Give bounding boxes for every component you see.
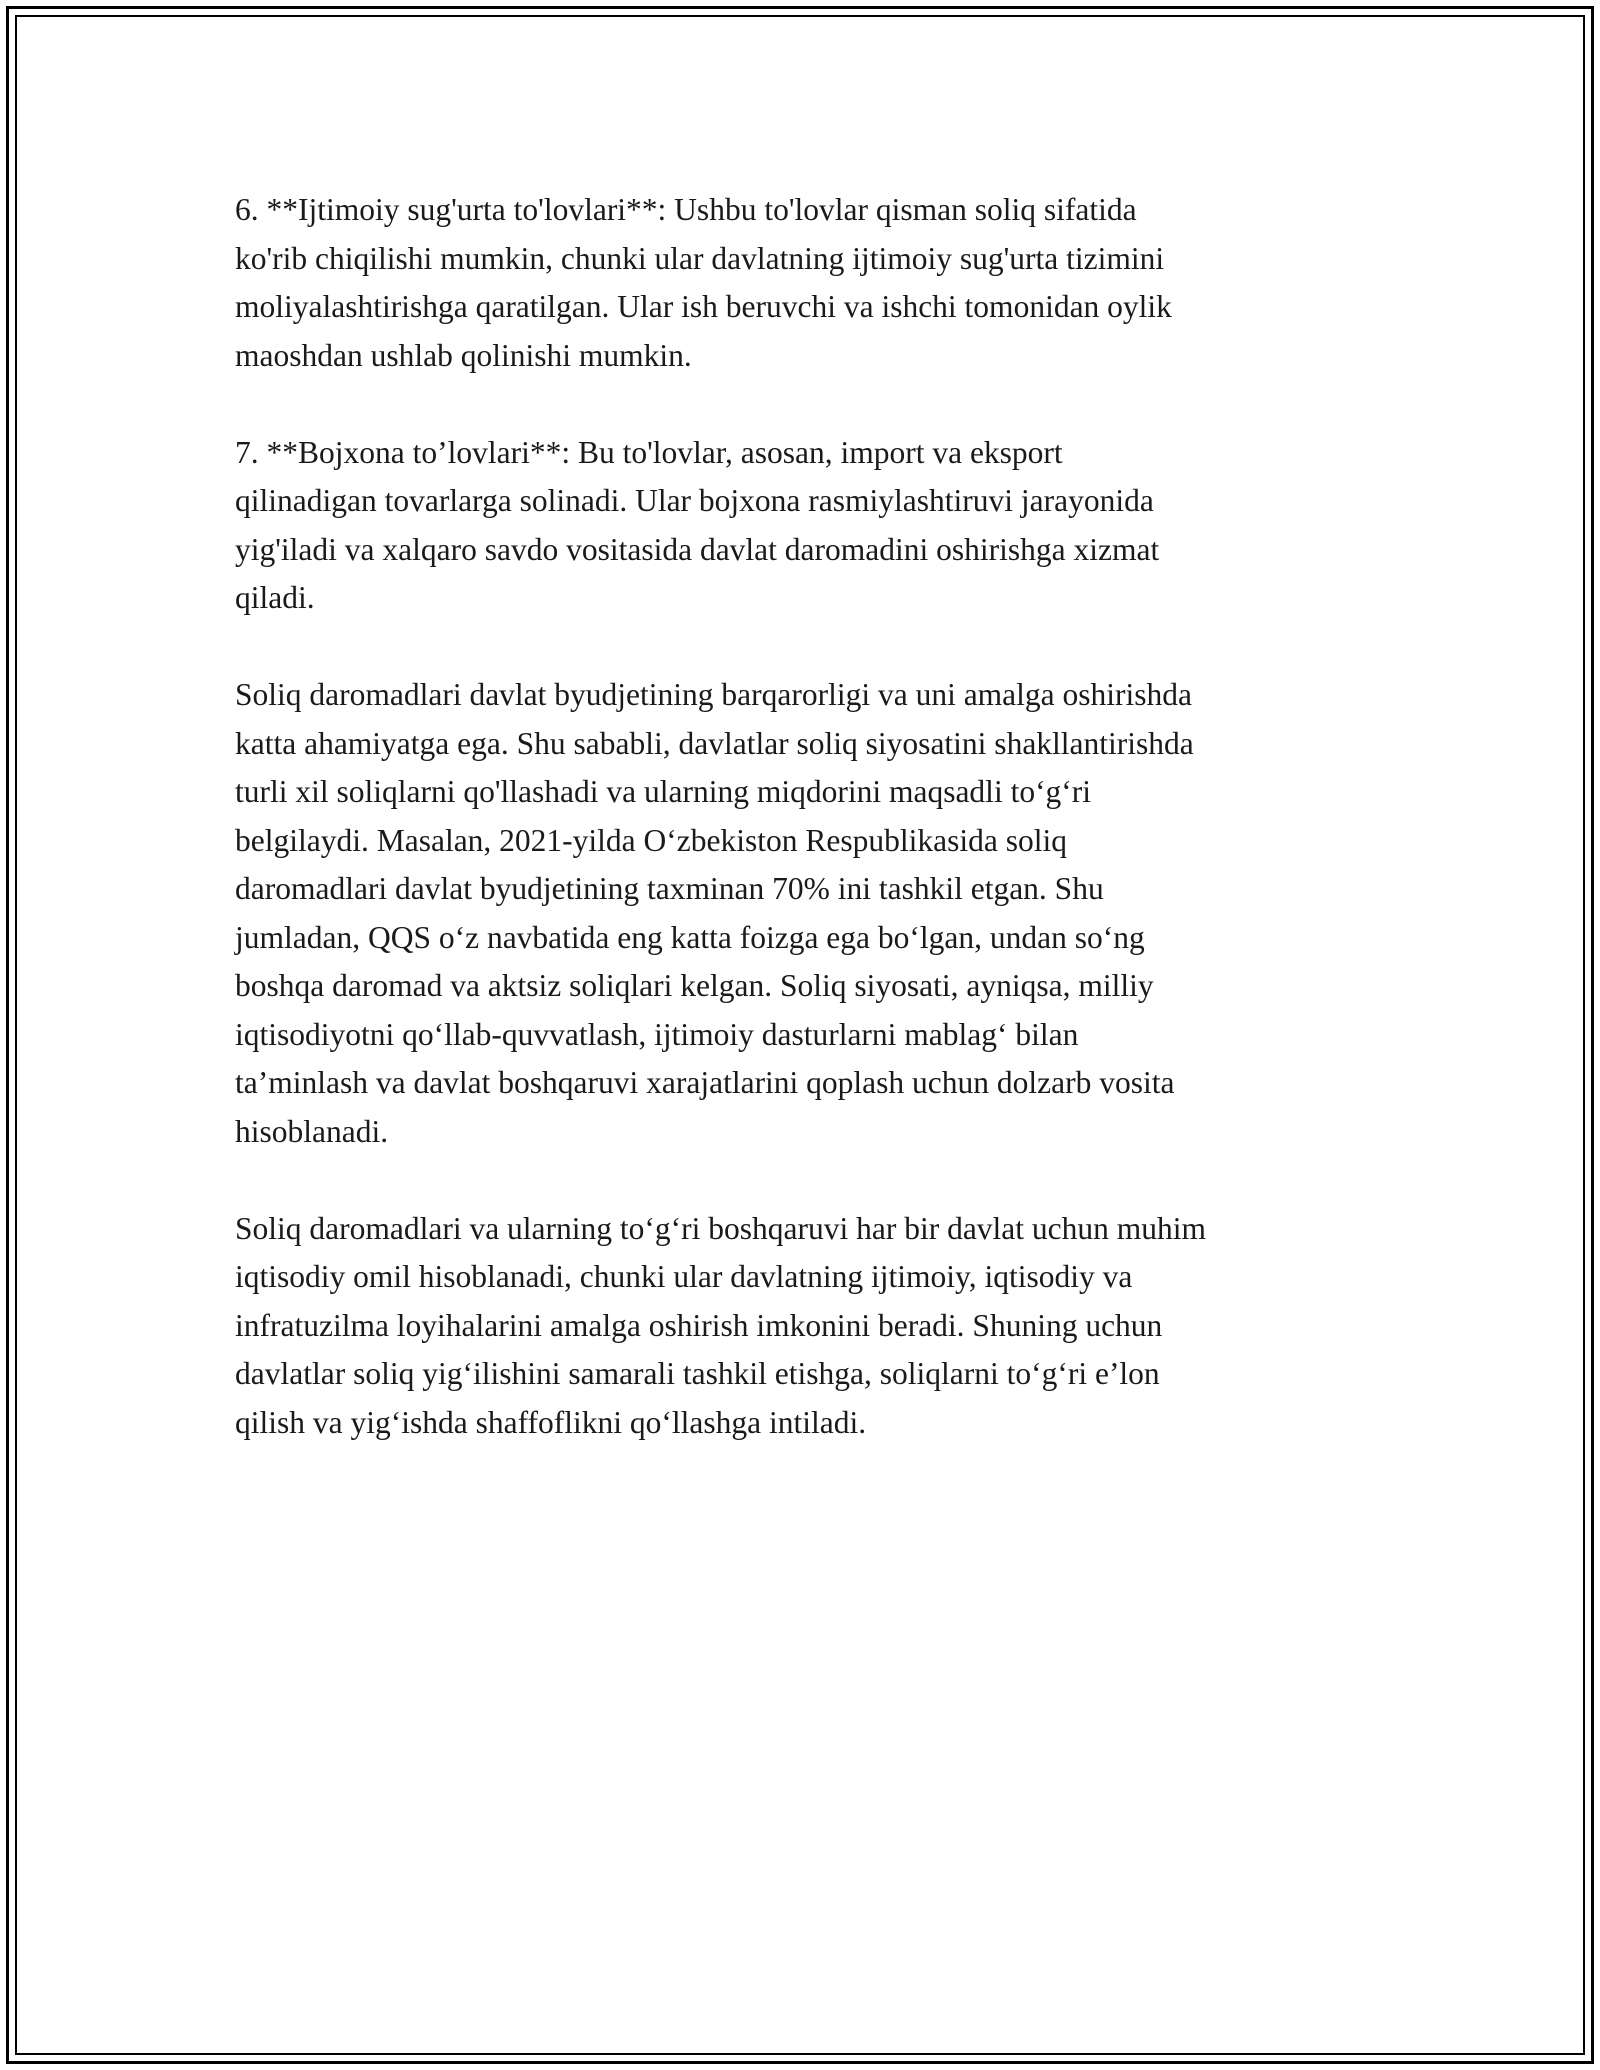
text-line: jumladan, QQS o‘z navbatida eng katta foizga ega bo‘lgan, undan so‘ng <box>235 919 1145 955</box>
text-line: boshqa daromad va aktsiz soliqlari kelgan. Soliq siyosati, ayniqsa, milliy <box>235 968 1154 1003</box>
text-line: iqtisodiyotni qo‘llab-quvvatlash, ijtimoiy dasturlarni mablag‘ bilan <box>235 1016 1079 1052</box>
paragraph-customs-payments <box>235 429 1385 623</box>
text-line: ko'rib chiqilishi mumkin, chunki ular davlatning ijtimoiy sug'urta tizimini <box>235 240 1165 276</box>
text-line: iqtisodiy omil hisoblanadi, chunki ular davlatning ijtimoiy, iqtisodiy va <box>235 1259 1133 1294</box>
text-line: qilish va yig‘ishda shaffoflikni qo‘llashga intiladi. <box>235 1404 867 1440</box>
document-body <box>235 186 1385 1496</box>
text-line: infratuzilma loyihalarini amalga oshirish imkonini beradi. Shuning uchun <box>235 1307 1163 1343</box>
text-line: moliyalashtirishga qaratilgan. Ular ish beruvchi va ishchi tomonidan oylik <box>235 289 1172 324</box>
text-line: Soliq daromadlari davlat byudjetining barqarorligi va uni amalga oshirishda <box>235 677 1193 712</box>
text-line: katta ahamiyatga ega. Shu sababli, davlatlar soliq siyosatini shakllantirishda <box>235 725 1194 761</box>
text-line: daromadlari davlat byudjetining taxminan 70% ini tashkil etgan. Shu <box>235 871 1104 906</box>
paragraph-social-insurance <box>235 186 1385 380</box>
text-line: 7. **Bojxona to’lovlari**: Bu to'lovlar, asosan, import va eksport <box>235 434 1063 470</box>
text-line: turli xil soliqlarni qo'llashadi va ularning miqdorini maqsadli to‘g‘ri <box>235 774 1092 809</box>
text-line: qilinadigan tovarlarga solinadi. Ular bojxona rasmiylashtiruvi jarayonida <box>235 483 1154 518</box>
text-line: qiladi. <box>235 580 315 615</box>
paragraph-conclusion <box>235 1205 1385 1448</box>
text-line: 6. **Ijtimoiy sug'urta to'lovlari**: Ushbu to'lovlar qisman soliq sifatida <box>235 192 1137 227</box>
text-line: maoshdan ushlab qolinishi mumkin. <box>235 337 692 373</box>
text-line: davlatlar soliq yig‘ilishini samarali tashkil etishga, soliqlarni to‘g‘ri e’lon <box>235 1356 1160 1391</box>
text-line: ta’minlash va davlat boshqaruvi xarajatlarini qoplash uchun dolzarb vosita <box>235 1065 1175 1100</box>
text-line: belgilaydi. Masalan, 2021-yilda O‘zbekiston Respublikasida soliq <box>235 822 1067 858</box>
text-line: Soliq daromadlari va ularning to‘g‘ri boshqaruvi har bir davlat uchun muhim <box>235 1210 1207 1246</box>
text-line: yig'iladi va xalqaro savdo vositasida davlat daromadini oshirishga xizmat <box>235 531 1160 567</box>
paragraph-tax-revenue-importance <box>235 671 1385 1156</box>
text-line: hisoblanadi. <box>235 1113 389 1149</box>
